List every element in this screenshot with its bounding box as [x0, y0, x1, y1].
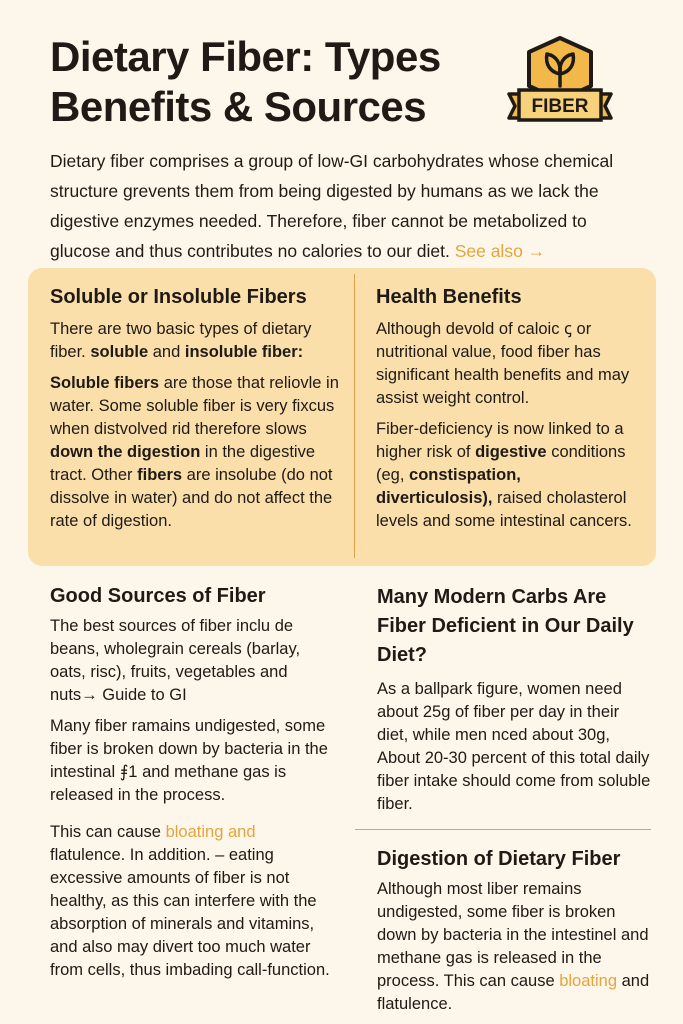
sources-list: The best sources of fiber inclu de beans, wholegrain cereals (barlay, oats, risc), fruits, vegetables and nuts→ Guide to GI	[50, 617, 301, 704]
page-title: Dietary Fiber: Types Benefits & Sources	[50, 33, 441, 130]
health-intro: Although devold of caloic ꞔ or nutritional value, food fiber has significant health benefits and may assist weight control.	[376, 320, 630, 407]
health-section	[376, 284, 636, 533]
see-also-link[interactable]: See also →	[454, 241, 546, 261]
health-risks: Fiber-deficiency is now linked to a higher risk of digestive conditions (eg, constispation, diverticulosis), raised cholasterol levels and some intestinal cancers.	[376, 420, 632, 530]
soluble-intro: There are two basic types of dietary fiber. soluble and insoluble fiber:	[50, 320, 312, 361]
sources-section	[50, 583, 335, 982]
fiber-badge	[505, 34, 615, 126]
intro-paragraph	[50, 146, 650, 266]
panel-divider	[354, 274, 355, 558]
digestion-text: Although most liber remains undigested, some fiber is broken down by bacteria in the intestinel and methane gas is released in the process. This can cause bloating and flatulence.	[377, 880, 650, 1013]
soluble-section	[50, 284, 340, 533]
modern-carbs-heading: Many Modern Carbs Are Fiber Deficient in Our Daily Diet?	[377, 586, 634, 666]
digestion-heading: Digestion of Dietary Fiber	[377, 848, 621, 870]
section-divider	[355, 829, 651, 830]
sources-heading: Good Sources of Fiber	[50, 585, 266, 607]
sources-side-effects: This can cause bloating and flatulence. In addition. – eating excessive amounts of fiber is not healthy, as this can interfere with the absorption of minerals and vitamins, and also may divert too much water from cells, thus imbading call-function.	[50, 823, 330, 979]
badge-label: FIBER	[531, 96, 589, 117]
digestion-section	[377, 846, 652, 1016]
intro-text: Dietary fiber comprises a group of low-GI carbohydrates whose chemical structure grevents them from being digested by humans as we lack the digestive enzymes needed. Therefore, fiber cannot be metabolized to glucose and thus contributes no calories to our diet.	[50, 151, 614, 261]
soluble-heading: Soluble or Insoluble Fibers	[50, 286, 307, 308]
sources-undigested: Many fiber ramains undigested, some fiber is broken down by bacteria in the intestinal ⨎1 and methane gas is released in the process.	[50, 717, 328, 804]
modern-carbs-text: As a ballpark figure, women need about 25g of fiber per day in their diet, while men nced about 30g, About 20-30 percent of this total daily fiber intake should come from soluble fiber.	[377, 680, 651, 813]
health-heading: Health Benefits	[376, 286, 522, 308]
modern-carbs-section	[377, 583, 652, 816]
soluble-detail: Soluble fibers are those that reliovle in water. Some soluble fiber is very fixcus when distvolved rid therefore slows down the digestion in the digestive tract. Other fibers are insolube (do not dissolve in water) and do not affect the rate of digestion.	[50, 374, 339, 530]
